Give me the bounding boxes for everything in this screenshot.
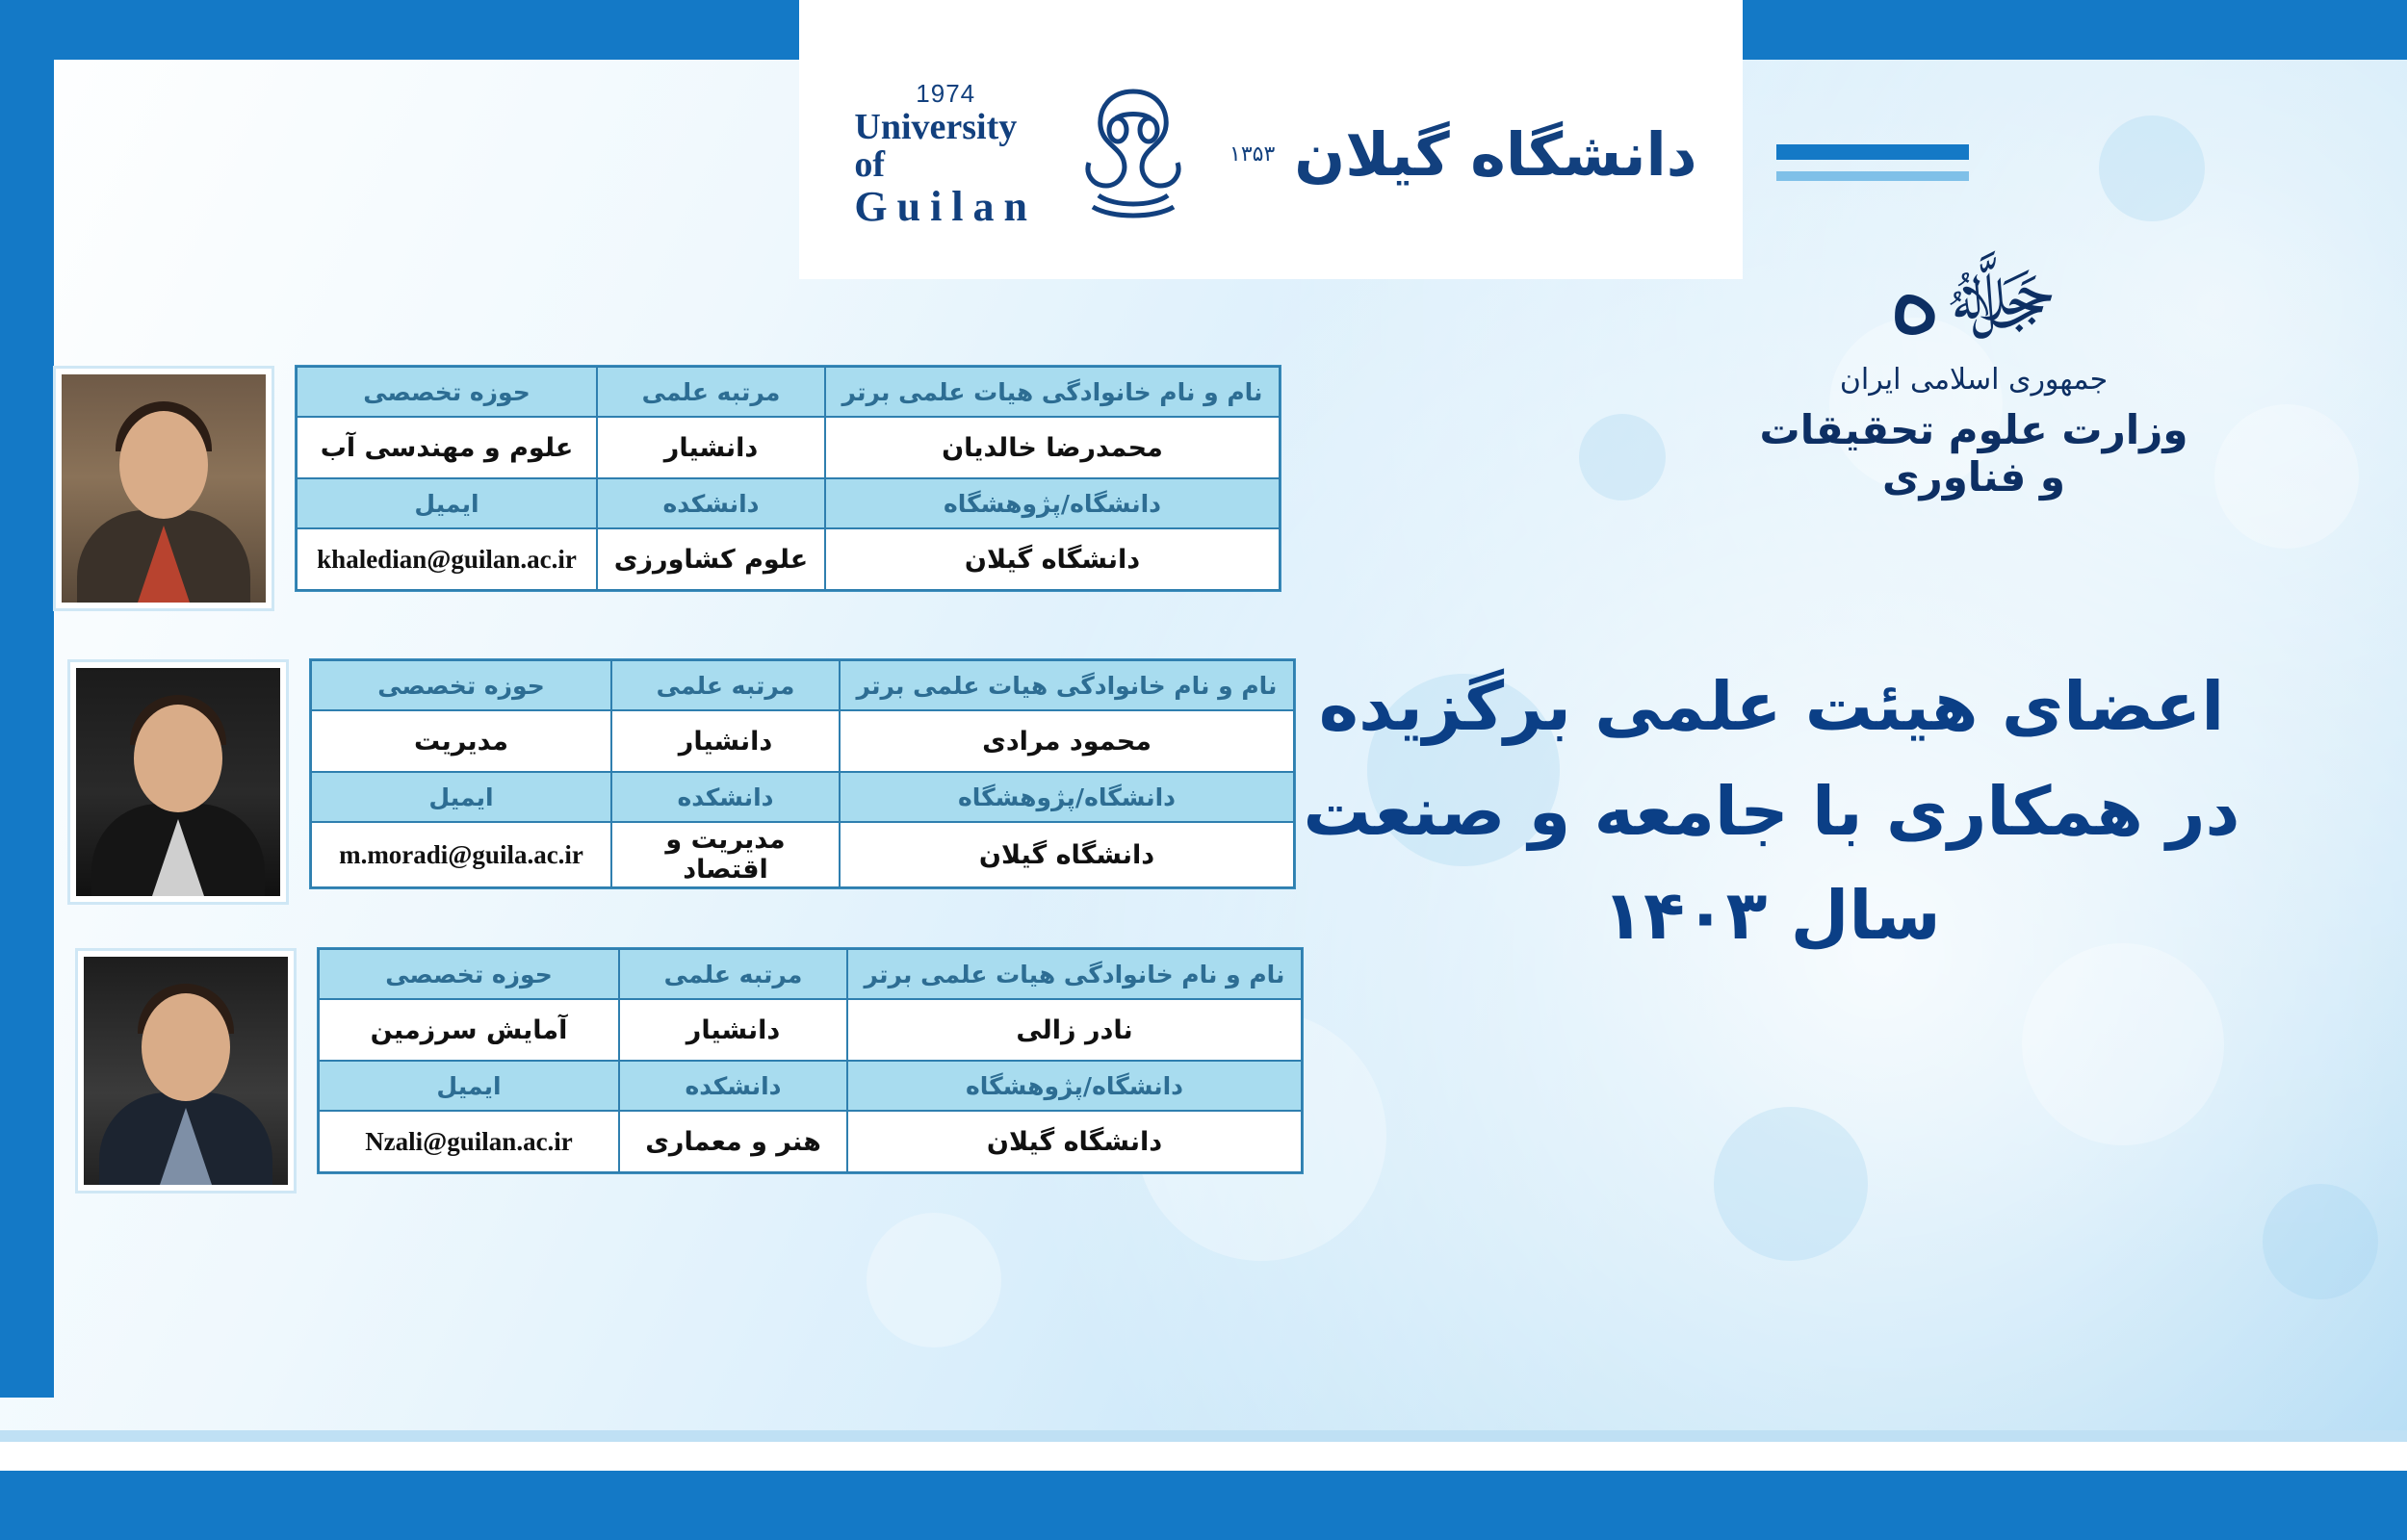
- cell-field: مدیریت: [311, 710, 611, 772]
- header-institute: دانشگاه/پژوهشگاه: [847, 1061, 1302, 1111]
- table-row: [297, 478, 1280, 528]
- table-row: [319, 999, 1302, 1061]
- header-field: حوزه تخصصی: [311, 660, 611, 710]
- header-faculty: دانشکده: [611, 772, 840, 822]
- cell-email[interactable]: m.moradi@guila.ac.ir: [311, 822, 611, 887]
- bottom-white-strip: [0, 1442, 2407, 1471]
- logo-line-guilan: Guilan: [854, 183, 1038, 231]
- header-institute: دانشگاه/پژوهشگاه: [825, 478, 1280, 528]
- logo-year-en: 1974: [916, 78, 976, 108]
- faculty-photo-moradi: [67, 659, 289, 905]
- page-title-line-3: سال ۱۴۰۳: [1602, 876, 1941, 955]
- cell-rank: دانشیار: [619, 999, 847, 1061]
- header-name: نام و نام خانوادگی هیات علمی برتر: [847, 949, 1302, 999]
- bottom-accent-bar: [0, 1430, 2407, 1442]
- cell-name: محمدرضا خالدیان: [825, 417, 1280, 478]
- ministry-line-2: وزارت علوم تحقیقات و فناوری: [1759, 406, 2188, 500]
- faculty-card: [53, 366, 1281, 611]
- iran-national-emblem-icon: ﷻە: [1887, 237, 2060, 357]
- table-row: [311, 660, 1294, 710]
- table-row: [297, 528, 1280, 590]
- header-field: حوزه تخصصی: [319, 949, 619, 999]
- cell-field: آمایش سرزمین: [319, 999, 619, 1061]
- guilan-university-emblem-icon: [1056, 80, 1210, 229]
- header-field: حوزه تخصصی: [297, 367, 597, 417]
- cell-institute: دانشگاه گیلان: [847, 1111, 1302, 1172]
- header-email: ایمیل: [311, 772, 611, 822]
- page-title-line-2: در همکاری با جامعه و صنعت: [1303, 771, 2240, 851]
- top-band-right: [1743, 0, 2407, 60]
- cell-email[interactable]: khaledian@guilan.ac.ir: [297, 528, 597, 590]
- cell-rank: دانشیار: [611, 710, 840, 772]
- header-rank: مرتبه علمی: [597, 367, 825, 417]
- cell-institute: دانشگاه گیلان: [840, 822, 1294, 887]
- logo-year-persian: ۱۳۵۳: [1229, 141, 1276, 166]
- table-row: [311, 822, 1294, 887]
- cell-rank: دانشیار: [597, 417, 825, 478]
- page-title-line-1: اعضای هیئت علمی برگزیده: [1318, 667, 2225, 746]
- header-name: نام و نام خانوادگی هیات علمی برتر: [840, 660, 1294, 710]
- page-title: [1252, 654, 2291, 968]
- faculty-card: [67, 659, 1295, 905]
- left-accent-bar: [0, 0, 54, 1398]
- faculty-table: [296, 366, 1281, 591]
- cell-name: محمود مرادی: [840, 710, 1294, 772]
- table-row: [319, 949, 1302, 999]
- table-row: [311, 772, 1294, 822]
- cell-faculty: هنر و معماری: [619, 1111, 847, 1172]
- header-faculty: دانشکده: [619, 1061, 847, 1111]
- header-rank: مرتبه علمی: [619, 949, 847, 999]
- header-institute: دانشگاه/پژوهشگاه: [840, 772, 1294, 822]
- logo-persian-name: دانشگاه گیلان: [1294, 118, 1697, 190]
- table-row: [311, 710, 1294, 772]
- header-name: نام و نام خانوادگی هیات علمی برتر: [825, 367, 1280, 417]
- cell-field: علوم و مهندسی آب: [297, 417, 597, 478]
- table-row: [297, 417, 1280, 478]
- faculty-card: [75, 948, 1303, 1194]
- top-band-left: [0, 0, 799, 60]
- cell-email[interactable]: Nzali@guilan.ac.ir: [319, 1111, 619, 1172]
- faculty-photo-khaledian: [53, 366, 274, 611]
- bottom-blue-strip: [0, 1471, 2407, 1540]
- faculty-table: [318, 948, 1303, 1173]
- table-row: [319, 1111, 1302, 1172]
- header-rank: مرتبه علمی: [611, 660, 840, 710]
- ministry-line-1: جمهوری اسلامی ایران: [1839, 363, 2109, 397]
- header-stripe-secondary: [1776, 171, 1969, 181]
- cell-faculty: علوم کشاورزی: [597, 528, 825, 590]
- table-row: [319, 1061, 1302, 1111]
- header-faculty: دانشکده: [597, 478, 825, 528]
- faculty-table: [310, 659, 1295, 888]
- ministry-block: [1743, 237, 2205, 500]
- header-stripe-primary: [1776, 144, 1969, 160]
- cell-name: نادر زالی: [847, 999, 1302, 1061]
- cell-faculty: مدیریت و اقتصاد: [611, 822, 840, 887]
- university-logo: [854, 67, 1697, 241]
- header-email: ایمیل: [297, 478, 597, 528]
- faculty-photo-zali: [75, 948, 297, 1194]
- header-email: ایمیل: [319, 1061, 619, 1111]
- cell-institute: دانشگاه گیلان: [825, 528, 1280, 590]
- table-row: [297, 367, 1280, 417]
- logo-line-university-of: University of: [854, 106, 1018, 186]
